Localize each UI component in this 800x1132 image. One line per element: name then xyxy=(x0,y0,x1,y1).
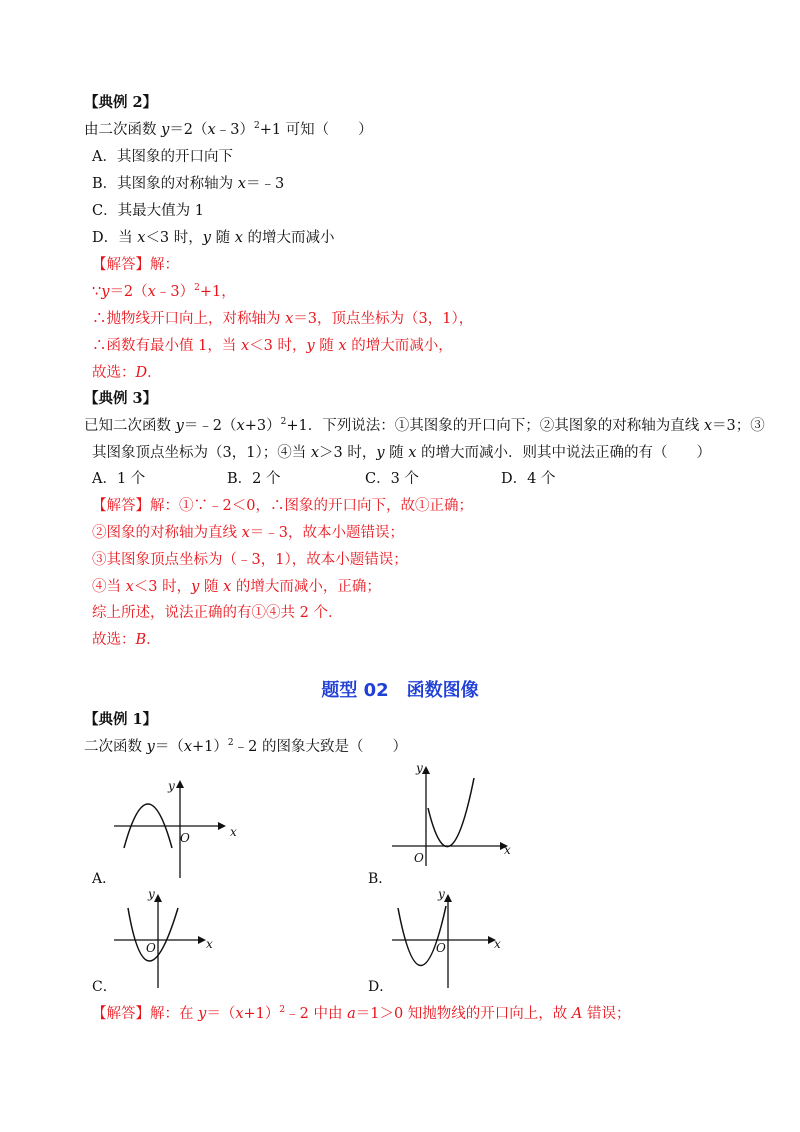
axis-x-label: x xyxy=(206,937,213,951)
example2-option-c: C．其最大值为 1 xyxy=(92,203,204,219)
axis-y-label: y xyxy=(168,779,175,793)
example2-answer-line2: ∴抛物线开口向上，对称轴为 x＝3，顶点坐标为（3，1）， xyxy=(92,311,474,327)
graph-option-c[interactable] xyxy=(110,886,220,990)
origin-label: O xyxy=(180,831,190,845)
axis-y-label: y xyxy=(416,761,423,775)
option-d-label: D． xyxy=(368,979,394,995)
graph-option-d[interactable] xyxy=(390,886,510,990)
example3-answer-line3: ③其图象顶点坐标为（﹣3，1），故本小题错误； xyxy=(92,552,408,568)
example3-heading: 【典例 3】 xyxy=(84,390,158,407)
axis-x-label: x xyxy=(504,843,511,857)
example1-answer: 【解答】解：在 $y=(x+1)^2﹣2$ 中由 a＝1＞0 知抛物线的开口向上，故 A 错误； xyxy=(92,1005,631,1022)
section-title: 题型 02 函数图像 xyxy=(321,680,479,701)
example1-heading: 【典例 1】 xyxy=(84,711,158,728)
example3-option-c: C．3 个 xyxy=(365,471,419,487)
origin-label: O xyxy=(436,941,446,955)
axis-x-label: x xyxy=(230,825,237,839)
example2-option-a: A．其图象的开口向下 xyxy=(92,149,233,165)
graph-option-a[interactable] xyxy=(110,770,240,882)
example3-answer-line5: 综上所述，说法正确的有①④共 2 个． xyxy=(92,605,343,621)
example1-question: 二次函数 $y=(x+1)^2﹣2$ 的图象大致是（ ） xyxy=(84,738,407,755)
example3-option-b: B．2 个 xyxy=(227,471,281,487)
example3-question-line1: 已知二次函数 $y=﹣2(x+3)^2+1$．下列说法：①其图象的开口向下；②其图象的对称轴为直线 x＝3；③ xyxy=(84,417,765,434)
example2-answer-line3: ∴函数有最小值 1，当 x＜3 时，y 随 x 的增大而减小， xyxy=(92,338,453,354)
origin-label: O xyxy=(414,851,424,865)
origin-label: O xyxy=(146,941,156,955)
example2-option-b: B．其图象的对称轴为 x＝﹣3 xyxy=(92,176,285,192)
axis-y-label: y xyxy=(438,887,445,901)
example2-answer-line4: 故选：D． xyxy=(92,365,162,381)
example2-answer-label: 【解答】解： xyxy=(92,257,179,273)
example3-option-a: A．1 个 xyxy=(92,471,146,487)
example2-question: 由二次函数 y＝2（x﹣3）$^2$+1 可知（ ） xyxy=(84,121,373,138)
example3-answer-line6: 故选：B． xyxy=(92,632,161,648)
axis-x-label: x xyxy=(494,937,501,951)
example2-option-d: D．当 x＜3 时，y 随 x 的增大而减小 xyxy=(92,230,335,246)
example3-option-d: D．4 个 xyxy=(501,471,556,487)
example3-answer-line1: 【解答】解：①∵﹣2＜0，∴图象的开口向下，故①正确； xyxy=(92,498,473,514)
option-c-label: C． xyxy=(92,979,117,995)
example3-question-line2: 其图象顶点坐标为（3，1）；④当 x＞3 时，y 随 x 的增大而减小．则其中说法正确的有（ ） xyxy=(92,445,712,461)
example2-heading: 【典例 2】 xyxy=(84,94,158,111)
axis-y-label: y xyxy=(148,887,155,901)
option-a-label: A． xyxy=(92,871,117,887)
example3-answer-line2: ②图象的对称轴为直线 x＝﹣3，故本小题错误； xyxy=(92,525,405,541)
graph-option-b[interactable] xyxy=(390,758,520,868)
example3-answer-line4: ④当 x＜3 时，y 随 x 的增大而减小，正确； xyxy=(92,579,381,595)
option-b-label: B． xyxy=(368,871,393,887)
example2-answer-line1: ∵y＝2（x﹣3）$^2$+1， xyxy=(92,283,236,300)
